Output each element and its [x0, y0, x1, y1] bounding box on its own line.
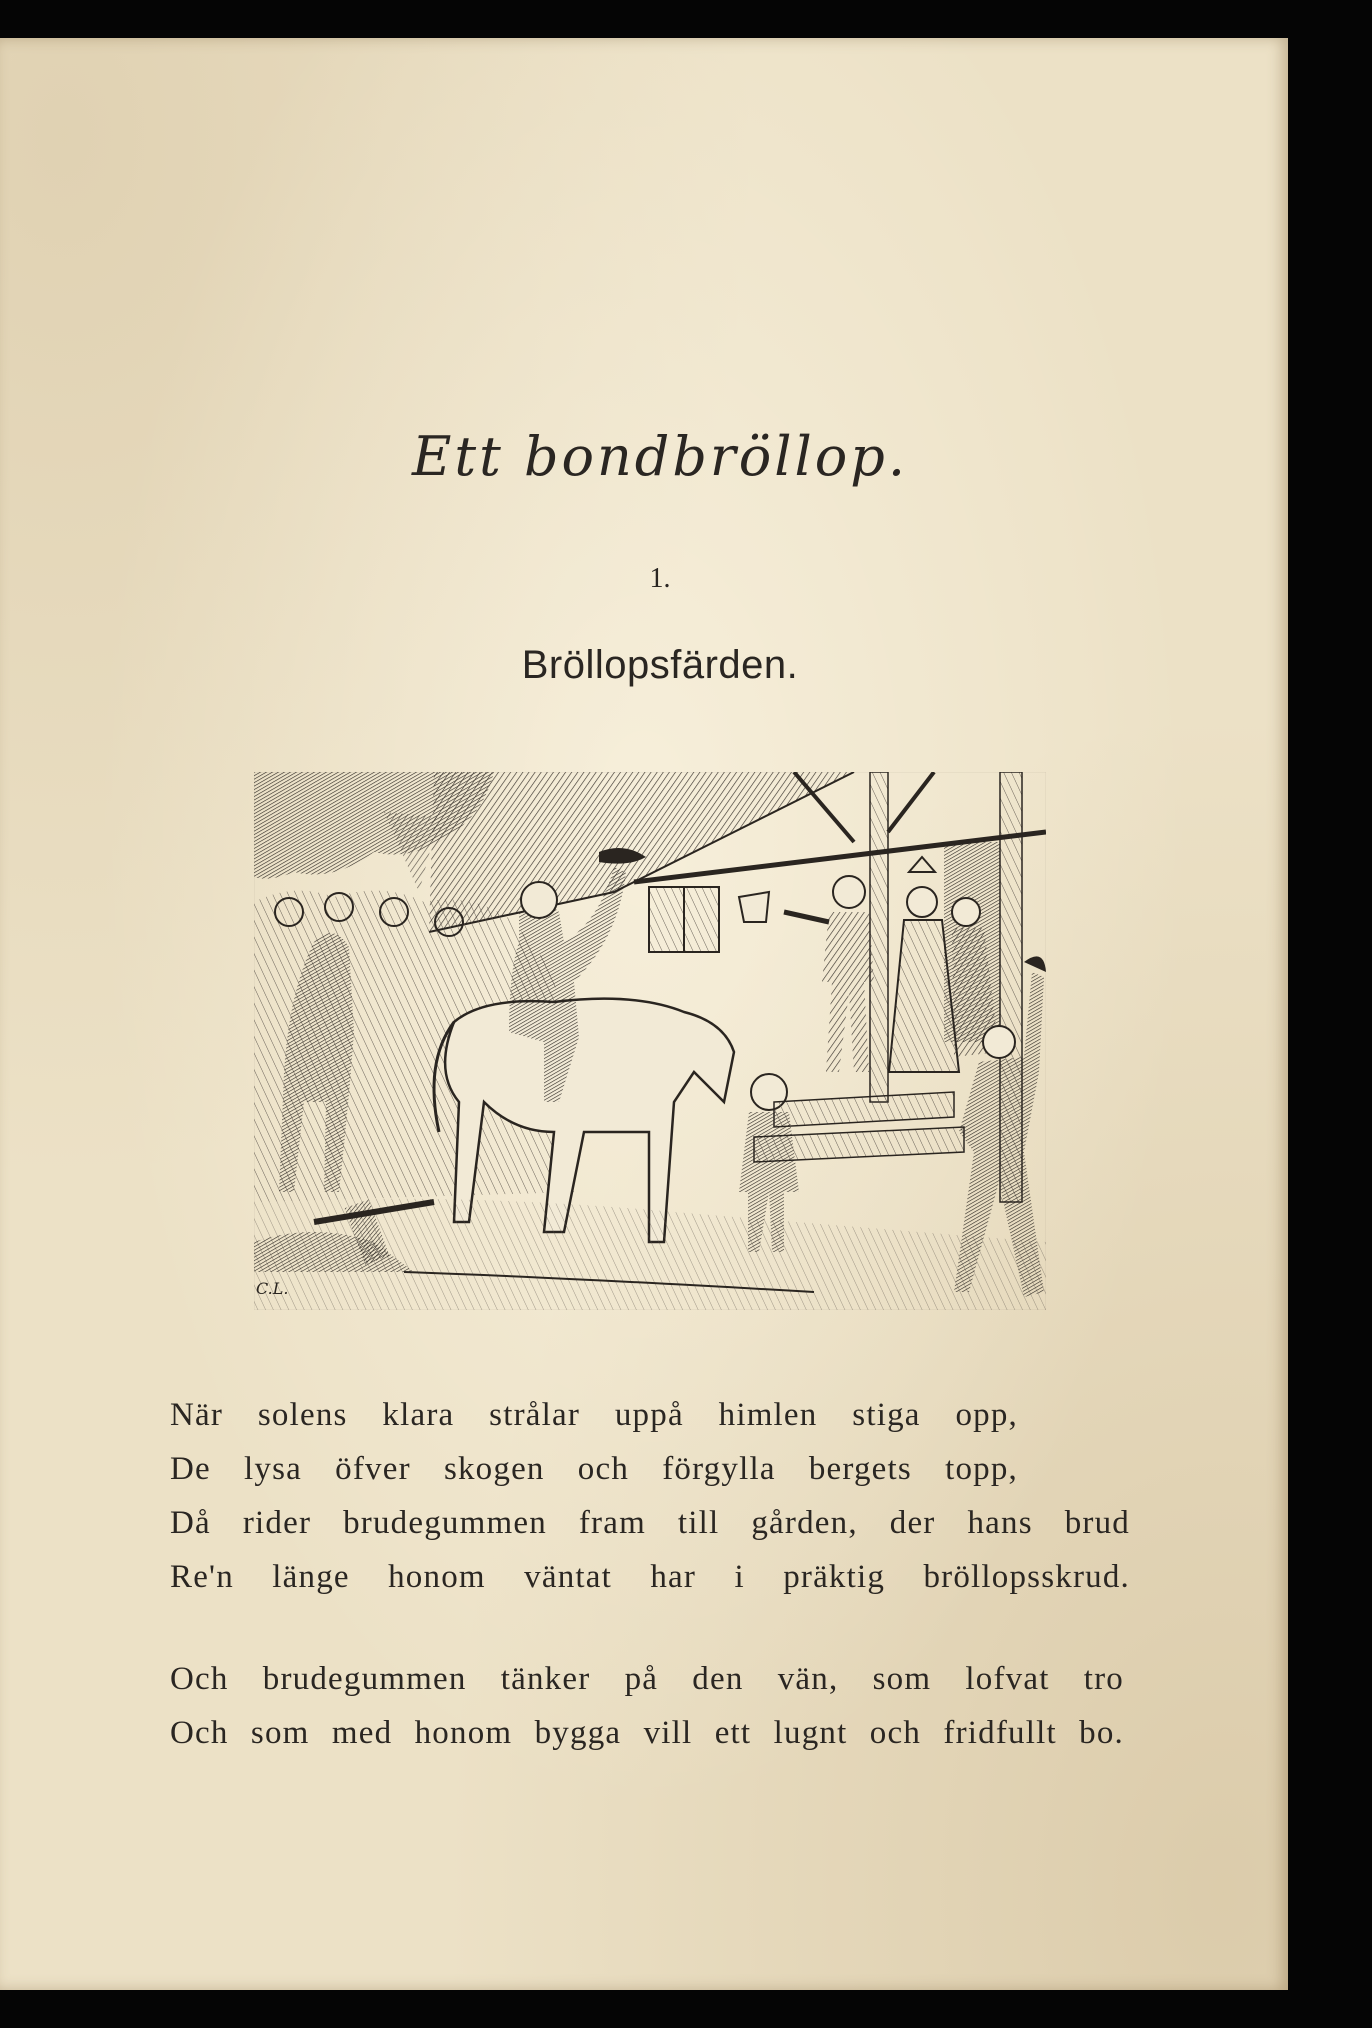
verse-line: Och brudegummen tänker på den vän, som lofvat tro: [170, 1661, 1124, 1697]
verse-line: När solens klara strålar uppå himlen stiga opp,: [170, 1397, 1018, 1433]
wedding-engraving-illustration: [254, 772, 1046, 1310]
page-title: Ett bondbröllop.: [411, 425, 909, 488]
verse-line: Re'n länge honom väntat har i präktig bröllopsskrud.: [170, 1559, 1130, 1595]
verse-stanza-1: [170, 1388, 1130, 1604]
verse-line: Då rider brudegummen fram till gården, der hans brud: [170, 1505, 1130, 1541]
illustration-monogram: C.L.: [256, 1279, 289, 1298]
porch-steps: [774, 1092, 954, 1127]
barn-roof: [429, 772, 854, 932]
section-number: 1.: [649, 563, 671, 594]
verse-stanza-2: [170, 1652, 1130, 1760]
section-title: Bröllopsfärden.: [521, 643, 799, 687]
host-figure: [822, 912, 874, 1072]
verse-line: De lysa öfver skogen och förgylla bergets topp,: [170, 1451, 1018, 1487]
verse-line: Och som med honom bygga vill ett lugnt och fridfullt bo.: [170, 1715, 1124, 1751]
